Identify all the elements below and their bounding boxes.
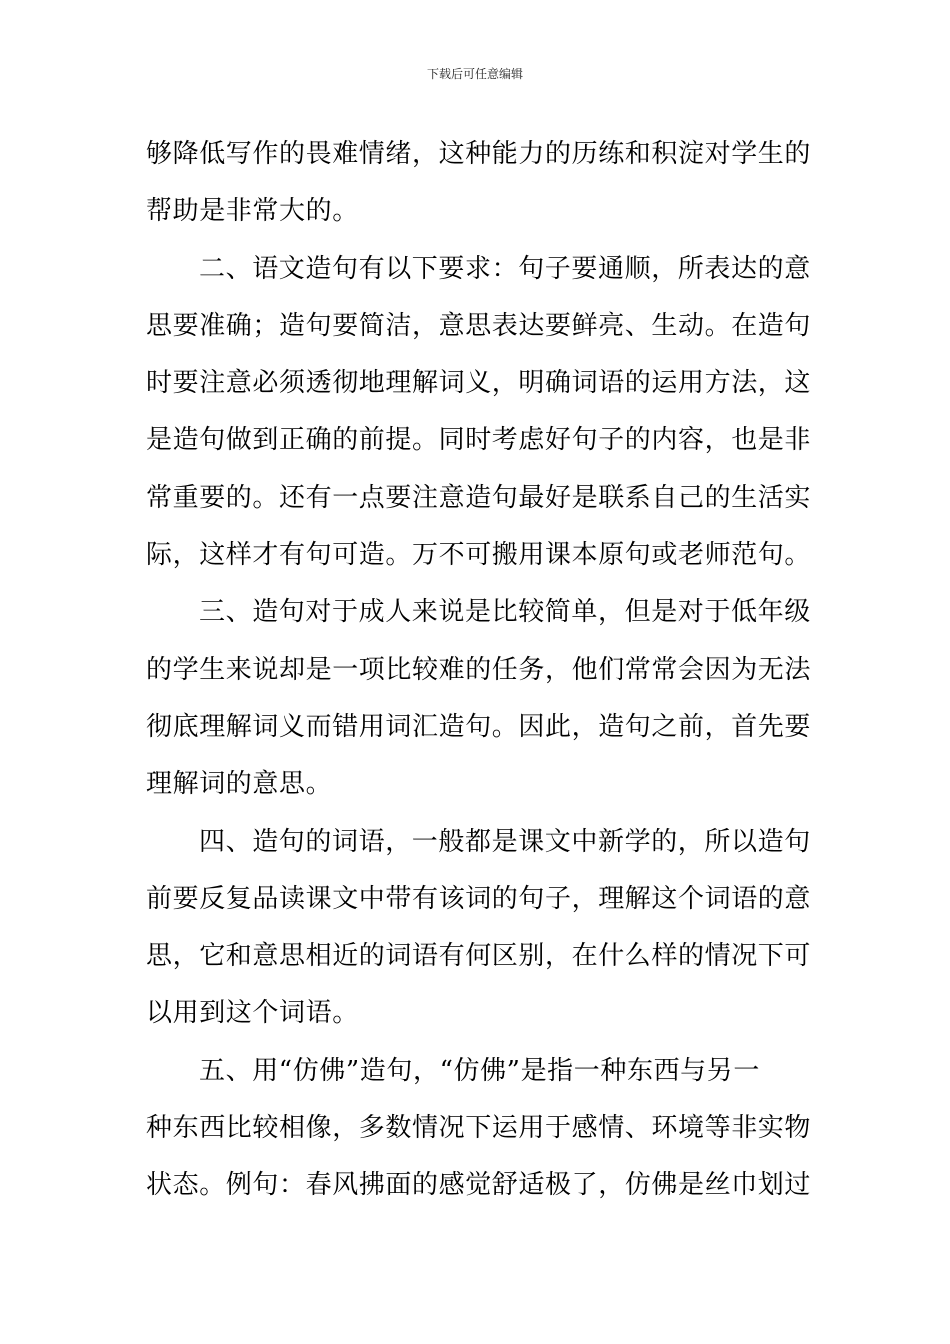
text-line: 是造句做到正确的前提。同时考虑好句子的内容，也是非 (146, 425, 812, 456)
header-note: 下载后可任意编辑 (426, 67, 523, 81)
text-line: 二、语文造句有以下要求：句子要通顺，所表达的意 (199, 253, 811, 284)
text-line: 常重要的。还有一点要注意造句最好是联系自己的生活实 (146, 482, 812, 513)
text-line: 种东西比较相像，多数情况下运用于感情、环境等非实物 (146, 1113, 812, 1144)
text-line: 时要注意必须透彻地理解词义，明确词语的运用方法，这 (146, 368, 812, 399)
text-line: 三、造句对于成人来说是比较简单，但是对于低年级 (199, 597, 811, 628)
text-line: 思，它和意思相近的词语有何区别，在什么样的情况下可 (146, 941, 812, 972)
text-line: 彻底理解词义而错用词汇造句。因此，造句之前，首先要 (146, 711, 812, 742)
text-line: 的学生来说却是一项比较难的任务，他们常常会因为无法 (146, 654, 812, 685)
text-line: 思要准确；造句要简洁，意思表达要鲜亮、生动。在造句 (146, 310, 812, 341)
text-line: 够降低写作的畏难情绪，这种能力的历练和积淀对学生的 (146, 139, 812, 169)
text-line: 际，这样才有句可造。万不可搬用课本原句或老师范句。 (146, 540, 812, 571)
text-line: 状态。例句：春风拂面的感觉舒适极了，仿佛是丝巾划过 (146, 1170, 812, 1201)
text-line: 以用到这个词语。 (146, 998, 359, 1029)
text-line: 帮助是非常大的。 (146, 196, 359, 227)
text-line: 理解词的意思。 (146, 769, 333, 800)
document-body (146, 126, 812, 1215)
text-line: 五、用“仿佛”造句，“仿佛”是指一种东西与另一 (199, 1055, 760, 1086)
text-line: 前要反复品读课文中带有该词的句子，理解这个词语的意 (146, 883, 812, 914)
text-line: 四、造句的词语，一般都是课文中新学的，所以造句 (199, 826, 811, 857)
